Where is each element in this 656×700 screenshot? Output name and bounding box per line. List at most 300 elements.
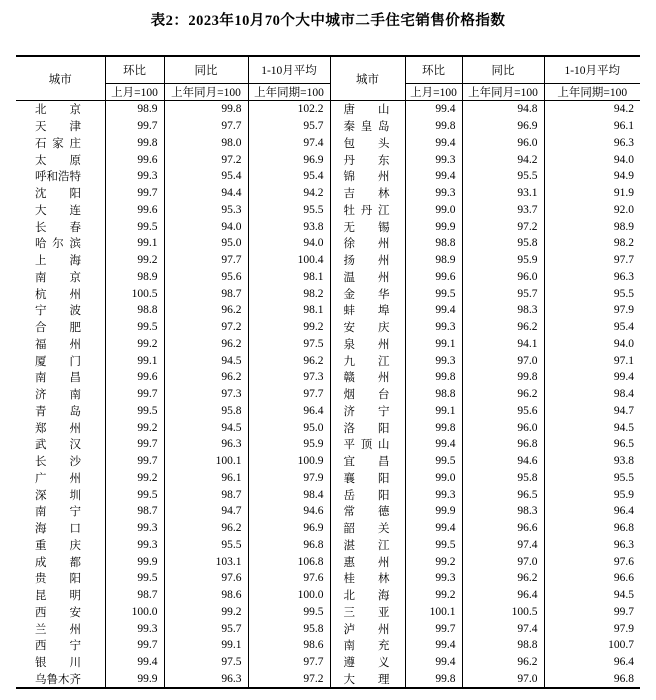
city-cell	[16, 336, 105, 353]
city-name: 哈 尔 滨	[35, 238, 81, 251]
mom-value-cell: 99.5	[105, 403, 164, 420]
table-row	[16, 118, 640, 135]
city-cell	[16, 168, 105, 185]
avg-header-right: 1-10月平均	[544, 56, 640, 84]
yoy-value-cell: 95.5	[164, 537, 248, 554]
mom-value-cell: 99.4	[405, 168, 462, 185]
city-name: 乌 鲁 木 齐	[35, 673, 81, 686]
city-name: 烟 台	[343, 389, 390, 402]
avg-value-cell: 97.6	[248, 570, 330, 587]
mom-value-cell: 99.1	[105, 352, 164, 369]
mom-value-cell: 99.3	[405, 352, 462, 369]
city-name: 济 南	[35, 389, 81, 402]
avg-value-cell: 94.5	[613, 421, 634, 434]
table-row	[16, 520, 640, 537]
yoy-value-cell: 93.7	[462, 202, 544, 219]
city-name: 太 原	[35, 154, 81, 167]
city-name: 桂 林	[343, 573, 390, 586]
yoy-value-cell: 103.1	[164, 553, 248, 570]
city-name: 宜 昌	[343, 456, 390, 469]
table-row	[16, 369, 640, 386]
city-name: 南 宁	[35, 506, 81, 519]
city-name: 北 京	[35, 104, 81, 117]
yoy-value-cell: 96.1	[164, 470, 248, 487]
yoy-value-cell: 99.8	[164, 101, 248, 118]
yoy-value-cell: 96.0	[462, 135, 544, 152]
mom-value-cell: 98.9	[105, 101, 164, 118]
city-cell	[330, 336, 405, 353]
table-row	[16, 503, 640, 520]
yoy-value-cell: 94.2	[462, 151, 544, 168]
mom-value-cell: 99.7	[105, 436, 164, 453]
yoy-value-cell: 97.0	[462, 352, 544, 369]
avg-value-cell: 98.6	[248, 637, 330, 654]
avg-value-cell: 94.7	[613, 404, 634, 417]
yoy-value-cell: 98.7	[164, 486, 248, 503]
avg-value-cell: 98.4	[248, 486, 330, 503]
mom-value-cell: 100.1	[405, 604, 462, 621]
table-row	[16, 654, 640, 671]
mom-value-cell: 99.0	[405, 202, 462, 219]
mom-value-cell: 99.0	[405, 470, 462, 487]
avg-value-cell: 95.9	[248, 436, 330, 453]
table-row	[16, 604, 640, 621]
city-name: 银 川	[35, 657, 81, 670]
avg-value-cell: 99.5	[248, 604, 330, 621]
table-row	[16, 620, 640, 637]
mom-value-cell: 99.6	[105, 369, 164, 386]
yoy-value-cell: 98.6	[164, 587, 248, 604]
city-cell	[330, 386, 405, 403]
avg-value-cell: 96.1	[613, 120, 634, 133]
mom-header-left: 环比	[105, 56, 164, 84]
mom-value-cell: 99.9	[405, 218, 462, 235]
mom-value-cell: 99.7	[105, 118, 164, 135]
mom-value-cell: 100.5	[105, 285, 164, 302]
city-cell	[16, 202, 105, 219]
table-row	[16, 185, 640, 202]
avg-value-cell: 97.7	[248, 386, 330, 403]
city-cell	[330, 537, 405, 554]
table-row	[16, 537, 640, 554]
yoy-value-cell: 96.2	[164, 302, 248, 319]
city-name: 天 津	[35, 121, 81, 134]
city-name: 大 连	[35, 204, 81, 217]
city-cell	[16, 269, 105, 286]
city-name: 合 肥	[35, 322, 81, 335]
mom-value-cell: 98.9	[405, 252, 462, 269]
yoy-value-cell: 94.5	[164, 352, 248, 369]
avg-value-cell: 95.9	[613, 488, 634, 501]
yoy-value-cell: 95.0	[164, 235, 248, 252]
city-cell	[330, 218, 405, 235]
city-name: 岳 阳	[343, 489, 390, 502]
mom-value-cell: 99.8	[405, 118, 462, 135]
mom-value-cell: 99.7	[105, 386, 164, 403]
city-cell	[330, 654, 405, 671]
avg-value-cell: 94.9	[613, 170, 634, 183]
avg-value-cell: 97.2	[248, 671, 330, 689]
city-cell	[16, 570, 105, 587]
yoy-value-cell: 95.4	[164, 168, 248, 185]
city-header-right: 城市	[330, 56, 405, 101]
city-cell	[16, 185, 105, 202]
city-name: 南 京	[35, 271, 81, 284]
mom-value-cell: 99.3	[405, 486, 462, 503]
city-name: 吉 林	[343, 188, 390, 201]
city-name: 南 充	[343, 640, 390, 653]
city-cell	[330, 168, 405, 185]
city-cell	[16, 587, 105, 604]
mom-header-right: 环比	[405, 56, 462, 84]
city-name: 牡 丹 江	[343, 204, 390, 217]
yoy-value-cell: 97.3	[164, 386, 248, 403]
table-row	[16, 419, 640, 436]
yoy-base-header-right: 上年同月=100	[462, 84, 544, 101]
city-cell	[330, 352, 405, 369]
yoy-value-cell: 96.3	[164, 436, 248, 453]
city-name: 福 州	[35, 338, 81, 351]
avg-value-cell: 97.9	[248, 470, 330, 487]
mom-value-cell: 99.7	[105, 453, 164, 470]
mom-value-cell: 99.7	[405, 620, 462, 637]
avg-value-cell: 94.0	[613, 337, 634, 350]
city-cell	[330, 604, 405, 621]
city-name: 常 德	[343, 506, 390, 519]
city-name: 广 州	[35, 472, 81, 485]
avg-value-cell: 93.8	[613, 455, 634, 468]
city-cell	[16, 520, 105, 537]
city-name: 遵 义	[343, 657, 390, 670]
avg-value-cell: 97.9	[613, 622, 634, 635]
avg-value-cell: 100.9	[248, 453, 330, 470]
table-row	[16, 218, 640, 235]
yoy-value-cell: 94.8	[462, 101, 544, 118]
yoy-header-left: 同比	[164, 56, 248, 84]
mom-value-cell: 99.4	[105, 654, 164, 671]
city-cell	[330, 503, 405, 520]
avg-value-cell: 98.2	[613, 237, 634, 250]
city-name: 蚌 埠	[343, 305, 390, 318]
city-name: 济 宁	[343, 405, 390, 418]
city-name: 秦 皇 岛	[343, 121, 390, 134]
mom-value-cell: 99.5	[405, 453, 462, 470]
table-row	[16, 570, 640, 587]
city-name: 泸 州	[343, 623, 390, 636]
mom-value-cell: 99.5	[105, 570, 164, 587]
city-name: 襄 阳	[343, 472, 390, 485]
yoy-value-cell: 97.0	[462, 671, 544, 689]
table-row	[16, 386, 640, 403]
city-cell	[330, 419, 405, 436]
city-name: 大 理	[343, 673, 390, 686]
yoy-value-cell: 94.5	[164, 419, 248, 436]
avg-value-cell: 94.6	[248, 503, 330, 520]
table-row	[16, 637, 640, 654]
yoy-value-cell: 96.9	[462, 118, 544, 135]
mom-value-cell: 99.2	[405, 553, 462, 570]
price-index-table	[16, 55, 640, 689]
city-cell	[330, 620, 405, 637]
city-cell	[330, 235, 405, 252]
city-cell	[330, 587, 405, 604]
table-body	[16, 101, 640, 689]
yoy-value-cell: 96.3	[164, 671, 248, 689]
mom-value-cell: 99.4	[405, 135, 462, 152]
avg-value-cell: 95.8	[248, 620, 330, 637]
mom-value-cell: 99.3	[105, 520, 164, 537]
city-cell	[16, 302, 105, 319]
mom-value-cell: 99.3	[105, 537, 164, 554]
yoy-value-cell: 96.2	[462, 654, 544, 671]
mom-value-cell: 100.0	[105, 604, 164, 621]
avg-value-cell: 96.8	[613, 522, 634, 535]
city-cell	[330, 369, 405, 386]
yoy-value-cell: 100.1	[164, 453, 248, 470]
yoy-value-cell: 100.5	[462, 604, 544, 621]
city-name: 唐 山	[343, 104, 390, 117]
yoy-value-cell: 98.7	[164, 285, 248, 302]
avg-value-cell: 96.6	[613, 572, 634, 585]
avg-value-cell: 97.9	[613, 304, 634, 317]
table-row	[16, 352, 640, 369]
yoy-value-cell: 96.2	[462, 319, 544, 336]
yoy-value-cell: 94.4	[164, 185, 248, 202]
avg-value-cell: 95.5	[613, 471, 634, 484]
city-name: 洛 阳	[343, 422, 390, 435]
mom-value-cell: 99.8	[405, 419, 462, 436]
city-cell	[16, 218, 105, 235]
avg-value-cell: 96.3	[613, 270, 634, 283]
city-name: 安 庆	[343, 322, 390, 335]
city-cell	[330, 453, 405, 470]
city-cell	[16, 470, 105, 487]
city-name: 兰 州	[35, 623, 81, 636]
city-cell	[16, 604, 105, 621]
city-cell	[330, 252, 405, 269]
yoy-value-cell: 96.2	[462, 570, 544, 587]
mom-value-cell: 99.4	[405, 520, 462, 537]
yoy-value-cell: 96.2	[164, 336, 248, 353]
city-name: 锦 州	[343, 171, 390, 184]
city-name: 包 头	[343, 137, 390, 150]
yoy-value-cell: 96.8	[462, 436, 544, 453]
mom-value-cell: 99.8	[405, 671, 462, 689]
table-row	[16, 453, 640, 470]
avg-value-cell: 96.5	[613, 438, 634, 451]
yoy-value-cell: 95.8	[164, 403, 248, 420]
mom-value-cell: 99.4	[405, 101, 462, 118]
city-name: 青 岛	[35, 405, 81, 418]
mom-value-cell: 98.8	[105, 302, 164, 319]
city-name: 贵 阳	[35, 573, 81, 586]
city-cell	[330, 185, 405, 202]
avg-value-cell: 96.3	[613, 136, 634, 149]
yoy-value-cell: 96.0	[462, 419, 544, 436]
avg-value-cell: 100.4	[248, 252, 330, 269]
mom-value-cell: 99.2	[105, 470, 164, 487]
mom-value-cell: 99.4	[405, 654, 462, 671]
mom-value-cell: 99.6	[105, 202, 164, 219]
avg-value-cell: 96.4	[248, 403, 330, 420]
city-cell	[330, 269, 405, 286]
city-name: 长 春	[35, 221, 81, 234]
city-cell	[16, 235, 105, 252]
avg-value-cell: 100.0	[248, 587, 330, 604]
city-name: 呼 和 浩 特	[35, 171, 81, 184]
city-cell	[16, 101, 105, 118]
yoy-value-cell: 94.1	[462, 336, 544, 353]
city-cell	[330, 570, 405, 587]
mom-value-cell: 99.2	[105, 419, 164, 436]
city-name: 泉 州	[343, 338, 390, 351]
city-cell	[16, 453, 105, 470]
city-name: 昆 明	[35, 590, 81, 603]
yoy-value-cell: 97.6	[164, 570, 248, 587]
city-cell	[330, 302, 405, 319]
table-row	[16, 553, 640, 570]
yoy-value-cell: 93.1	[462, 185, 544, 202]
mom-base-header-left: 上月=100	[105, 84, 164, 101]
city-name: 海 口	[35, 523, 81, 536]
city-cell	[16, 654, 105, 671]
avg-base-header-left: 上年同期=100	[248, 84, 330, 101]
table-row	[16, 436, 640, 453]
mom-value-cell: 99.2	[405, 587, 462, 604]
mom-value-cell: 99.1	[405, 403, 462, 420]
avg-value-cell: 100.7	[608, 639, 634, 652]
avg-base-header-right: 上年同期=100	[544, 84, 640, 101]
mom-value-cell: 99.4	[405, 637, 462, 654]
avg-value-cell: 97.7	[613, 254, 634, 267]
city-cell	[330, 553, 405, 570]
table-row	[16, 252, 640, 269]
yoy-value-cell: 96.0	[462, 269, 544, 286]
mom-value-cell: 98.8	[405, 235, 462, 252]
table-row	[16, 285, 640, 302]
yoy-value-cell: 97.0	[462, 553, 544, 570]
mom-value-cell: 99.3	[105, 620, 164, 637]
table-row	[16, 269, 640, 286]
avg-value-cell: 96.3	[613, 538, 634, 551]
table-row	[16, 470, 640, 487]
mom-value-cell: 98.7	[105, 587, 164, 604]
mom-value-cell: 99.9	[105, 553, 164, 570]
mom-value-cell: 99.7	[105, 637, 164, 654]
yoy-value-cell: 95.8	[462, 470, 544, 487]
mom-value-cell: 99.5	[105, 319, 164, 336]
city-name: 湛 江	[343, 539, 390, 552]
city-name: 郑 州	[35, 422, 81, 435]
table-row	[16, 101, 640, 118]
avg-value-cell: 97.7	[248, 654, 330, 671]
city-cell	[330, 202, 405, 219]
mom-value-cell: 99.5	[105, 218, 164, 235]
city-name: 石 家 庄	[35, 137, 81, 150]
yoy-value-cell: 98.3	[462, 503, 544, 520]
city-name: 九 江	[343, 355, 390, 368]
table-row	[16, 671, 640, 689]
mom-value-cell: 99.3	[405, 151, 462, 168]
yoy-value-cell: 97.4	[462, 620, 544, 637]
city-cell	[330, 470, 405, 487]
city-name: 徐 州	[343, 238, 390, 251]
mom-value-cell: 99.3	[405, 185, 462, 202]
table-row	[16, 202, 640, 219]
avg-value-cell: 98.2	[248, 285, 330, 302]
avg-value-cell: 91.9	[613, 187, 634, 200]
yoy-value-cell: 95.6	[462, 403, 544, 420]
city-name: 杭 州	[35, 288, 81, 301]
yoy-value-cell: 97.7	[164, 252, 248, 269]
yoy-value-cell: 96.2	[164, 520, 248, 537]
avg-value-cell: 99.4	[613, 371, 634, 384]
yoy-value-cell: 95.9	[462, 252, 544, 269]
mom-value-cell: 99.8	[405, 369, 462, 386]
avg-value-cell: 92.0	[613, 203, 634, 216]
avg-value-cell: 98.9	[613, 220, 634, 233]
avg-value-cell: 98.4	[613, 388, 634, 401]
mom-value-cell: 99.5	[105, 486, 164, 503]
yoy-header-right: 同比	[462, 56, 544, 84]
avg-value-cell: 97.4	[248, 135, 330, 152]
mom-value-cell: 98.7	[105, 503, 164, 520]
mom-value-cell: 99.9	[105, 671, 164, 689]
avg-value-cell: 99.2	[248, 319, 330, 336]
avg-value-cell: 94.5	[613, 589, 634, 602]
avg-value-cell: 97.5	[248, 336, 330, 353]
city-cell	[16, 352, 105, 369]
city-cell	[330, 118, 405, 135]
yoy-value-cell: 96.2	[462, 386, 544, 403]
city-cell	[330, 135, 405, 152]
yoy-value-cell: 95.3	[164, 202, 248, 219]
yoy-value-cell: 96.2	[164, 369, 248, 386]
mom-value-cell: 99.2	[105, 336, 164, 353]
city-cell	[16, 537, 105, 554]
avg-value-cell: 98.1	[248, 302, 330, 319]
yoy-value-cell: 98.3	[462, 302, 544, 319]
mom-value-cell: 98.8	[405, 386, 462, 403]
city-cell	[16, 620, 105, 637]
city-header-left: 城市	[16, 56, 105, 101]
city-name: 温 州	[343, 271, 390, 284]
yoy-value-cell: 99.8	[462, 369, 544, 386]
city-cell	[330, 637, 405, 654]
city-name: 平 顶 山	[343, 439, 390, 452]
city-name: 丹 东	[343, 154, 390, 167]
city-cell	[16, 419, 105, 436]
avg-value-cell: 97.3	[248, 369, 330, 386]
city-cell	[16, 503, 105, 520]
avg-value-cell: 98.1	[248, 269, 330, 286]
mom-value-cell: 99.3	[405, 319, 462, 336]
table-row	[16, 486, 640, 503]
city-name: 上 海	[35, 255, 81, 268]
yoy-value-cell: 97.5	[164, 654, 248, 671]
city-name: 无 锡	[343, 221, 390, 234]
mom-value-cell: 99.5	[405, 285, 462, 302]
table-row	[16, 235, 640, 252]
table-row	[16, 319, 640, 336]
table-row	[16, 151, 640, 168]
yoy-value-cell: 97.2	[164, 319, 248, 336]
table-row	[16, 302, 640, 319]
yoy-value-cell: 97.2	[164, 151, 248, 168]
avg-value-cell: 95.0	[248, 419, 330, 436]
city-cell	[330, 671, 405, 689]
yoy-value-cell: 95.7	[462, 285, 544, 302]
